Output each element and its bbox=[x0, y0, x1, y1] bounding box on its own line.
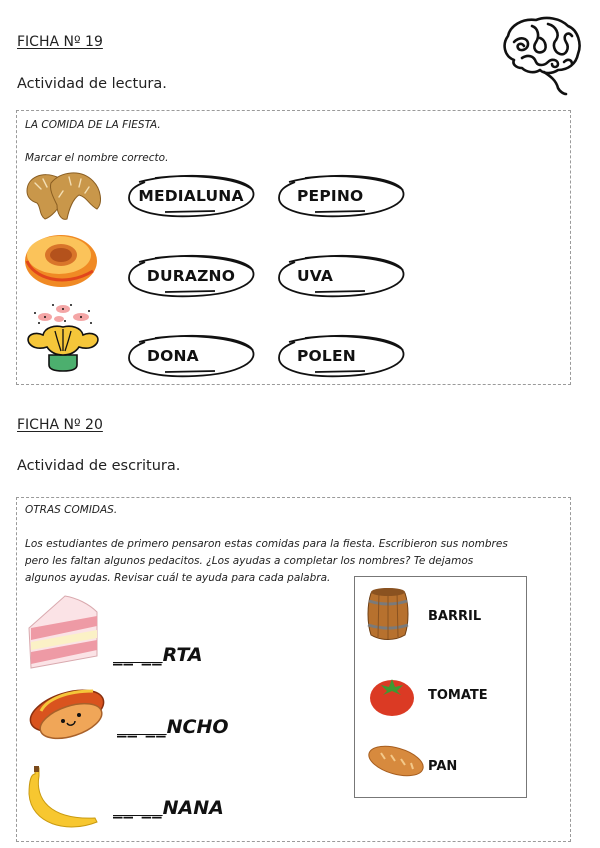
option-label: MEDIALUNA bbox=[138, 187, 244, 205]
box-heading: OTRAS COMIDAS. bbox=[25, 504, 118, 516]
helper-words-box bbox=[354, 576, 527, 798]
barrel-icon bbox=[367, 585, 409, 643]
peach-icon bbox=[23, 231, 99, 289]
option-label: DONA bbox=[147, 347, 199, 365]
word-suffix: NCHO bbox=[166, 716, 229, 738]
ficha-20-title: FICHA Nº 20 bbox=[17, 417, 103, 433]
reading-activity-box bbox=[16, 110, 571, 385]
tomato-icon bbox=[369, 673, 415, 717]
option-label: UVA bbox=[297, 267, 334, 285]
bread-icon bbox=[367, 741, 425, 781]
banana-icon bbox=[27, 764, 99, 832]
word-blank-chancho[interactable] bbox=[117, 716, 229, 738]
option-uva[interactable] bbox=[275, 254, 407, 298]
blank[interactable]: __ __ bbox=[113, 644, 163, 666]
helper-label: BARRIL bbox=[428, 609, 482, 624]
brain-icon bbox=[500, 14, 584, 96]
ficha-19-title: FICHA Nº 19 bbox=[17, 34, 103, 50]
blank[interactable]: __ __ bbox=[113, 797, 163, 819]
option-medialuna[interactable] bbox=[125, 174, 257, 218]
word-blank-banana[interactable] bbox=[113, 797, 224, 819]
word-suffix: NANA bbox=[162, 797, 224, 819]
pollen-flower-icon bbox=[25, 301, 101, 373]
word-suffix: RTA bbox=[162, 644, 203, 666]
cake-icon bbox=[27, 594, 99, 670]
instruction: Marcar el nombre correcto. bbox=[25, 152, 169, 164]
option-dona[interactable] bbox=[125, 334, 257, 378]
helper-label: PAN bbox=[428, 759, 458, 774]
box-heading: LA COMIDA DE LA FIESTA. bbox=[25, 119, 161, 131]
option-durazno[interactable] bbox=[125, 254, 257, 298]
helper-label: TOMATE bbox=[428, 688, 488, 703]
ficha-20-activity: Actividad de escritura. bbox=[17, 458, 181, 474]
instruction-line: Los estudiantes de primero pensaron estas comidas para la fiesta. Escribieron sus nombres bbox=[25, 538, 508, 550]
word-blank-torta[interactable] bbox=[113, 644, 203, 666]
option-label: PEPINO bbox=[297, 187, 364, 205]
option-label: DURAZNO bbox=[146, 267, 236, 285]
instruction-line: algunos ayudas. Revisar cuál te ayuda para cada palabra. bbox=[25, 572, 331, 584]
writing-activity-box bbox=[16, 497, 571, 842]
option-pepino[interactable] bbox=[275, 174, 407, 218]
instruction-line: pero les faltan algunos pedacitos. ¿Los ayudas a completar los nombres? Te dejamos bbox=[25, 555, 474, 567]
option-polen[interactable] bbox=[275, 334, 407, 378]
option-label: POLEN bbox=[297, 347, 356, 365]
ficha-19-activity: Actividad de lectura. bbox=[17, 76, 167, 92]
hotdog-icon bbox=[27, 681, 107, 741]
blank[interactable]: __ __ bbox=[117, 716, 167, 738]
croissant-icon bbox=[23, 169, 103, 223]
